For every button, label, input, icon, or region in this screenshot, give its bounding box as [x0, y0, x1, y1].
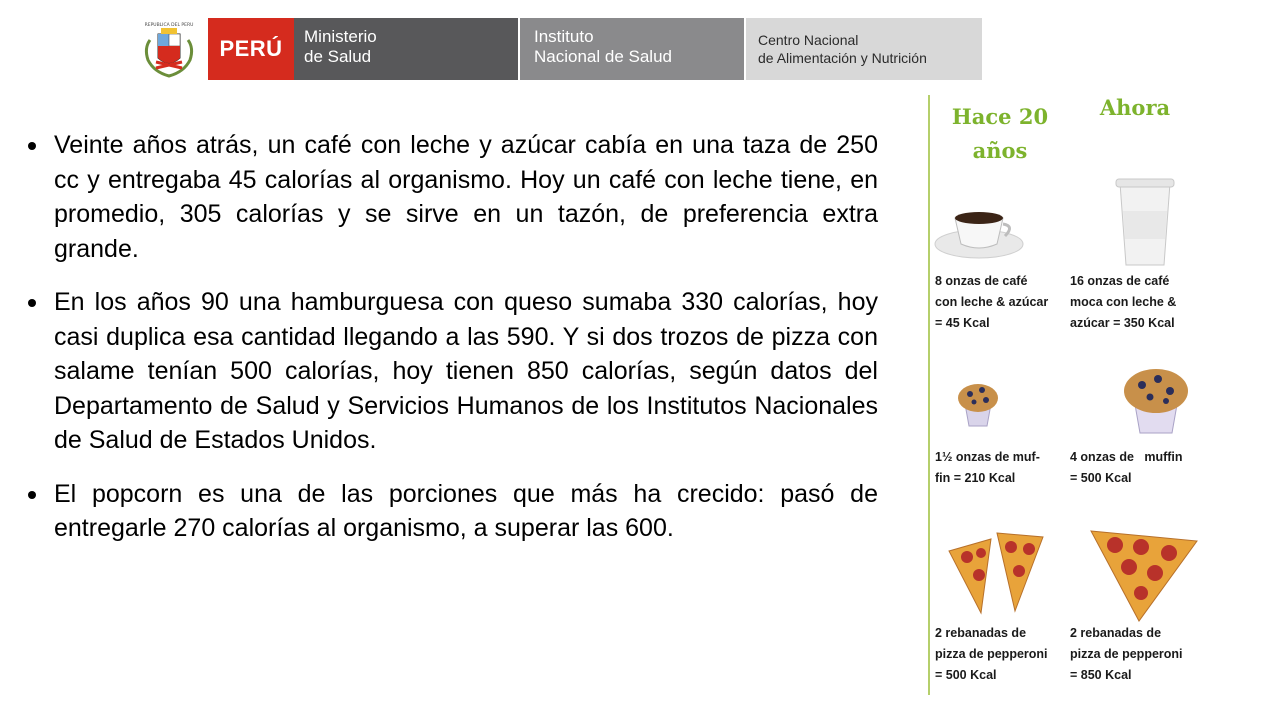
- caption-line: con leche & azúcar: [935, 295, 1049, 309]
- center-line-2: de Alimentación y Nutrición: [758, 50, 927, 66]
- bullet-item: [28, 285, 878, 458]
- small-muffin-icon: [955, 380, 1001, 428]
- bullet-dot-icon: [28, 142, 36, 150]
- caption-line: azúcar = 350 Kcal: [1070, 316, 1175, 330]
- header-banner: [130, 18, 982, 80]
- coffee-now-caption: [1070, 271, 1200, 334]
- muffin-before-caption: [935, 447, 1065, 489]
- infographic-divider: [928, 95, 930, 695]
- center-line-1: Centro Nacional: [758, 32, 859, 48]
- pizza-now-caption: [1070, 623, 1200, 686]
- now-heading: Ahora: [1099, 95, 1171, 120]
- caption-line: = 500 Kcal: [1070, 471, 1132, 485]
- institute-line-2: Nacional de Salud: [534, 47, 672, 66]
- caption-line: = 45 Kcal: [935, 316, 990, 330]
- before-heading-line-1: Hace 20: [951, 104, 1049, 129]
- small-pizza-slices-icon: [945, 527, 1049, 619]
- muffin-now-caption: [1070, 447, 1200, 489]
- large-pizza-slices-icon: [1085, 523, 1201, 623]
- caption-line: 16 onzas de café: [1070, 274, 1170, 288]
- small-coffee-cup-icon: [933, 200, 1025, 262]
- caption-line: 2 rebanadas de: [935, 626, 1027, 640]
- coffee-before-caption: [935, 271, 1065, 334]
- coat-of-arms-icon: [130, 18, 208, 80]
- institute-block: [520, 18, 744, 80]
- bullet-dot-icon: [28, 299, 36, 307]
- caption-line: = 500 Kcal: [935, 668, 997, 682]
- ministry-line-1: Ministerio: [304, 27, 377, 46]
- bullet-item: [28, 477, 878, 546]
- peru-coat-of-arms: [130, 18, 208, 80]
- bullet-dot-icon: [28, 491, 36, 499]
- caption-line: 1½ onzas de muf-: [935, 450, 1040, 464]
- before-heading: [945, 100, 1055, 168]
- caption-line: = 850 Kcal: [1070, 668, 1132, 682]
- center-block: [746, 18, 982, 80]
- ministry-line-2: de Salud: [304, 47, 372, 66]
- crest-caption: REPUBLICA DEL PERU: [144, 23, 194, 28]
- bullet-text: El popcorn es una de las porciones que más ha crecido: pasó de entregarle 270 calorías al organismo, a superar las 600.: [54, 479, 878, 542]
- bullet-text: En los años 90 una hamburguesa con queso sumaba 330 calorías, hoy casi duplica esa cantidad llegando a las 590. Y si dos trozos de pizza con salame tenían 500 calorías, hoy tienen 850 calorías, según datos del Departamento de Salud y Servicios Humanos de los Institutos Nacionales de Salud de Estados Unidos.: [54, 288, 878, 454]
- peru-label: PERÚ: [208, 18, 294, 80]
- bullet-text: Veinte años atrás, un café con leche y azúcar cabía en una taza de 250 cc y entregaba 45 calorías al organismo. Hoy un café con leche tiene, en promedio, 305 calorías y se sirve en un tazón, de preferencia extra grande.: [54, 131, 878, 263]
- institute-line-1: Instituto: [534, 27, 594, 46]
- bullet-list: [28, 128, 878, 565]
- caption-line: 4 onzas de muffin: [1070, 450, 1183, 464]
- caption-line: fin = 210 Kcal: [935, 471, 1016, 485]
- caption-line: pizza de pepperoni: [1070, 647, 1183, 661]
- bullet-item: [28, 128, 878, 266]
- caption-line: moca con leche &: [1070, 295, 1177, 309]
- pizza-before-caption: [935, 623, 1065, 686]
- large-coffee-cup-icon: [1110, 177, 1180, 269]
- ministry-block: [294, 18, 518, 80]
- caption-line: 2 rebanadas de: [1070, 626, 1162, 640]
- large-muffin-icon: [1122, 365, 1190, 435]
- before-heading-line-2: años: [972, 138, 1028, 163]
- caption-line: pizza de pepperoni: [935, 647, 1048, 661]
- portion-infographic: [925, 95, 1207, 695]
- caption-line: 8 onzas de café: [935, 274, 1028, 288]
